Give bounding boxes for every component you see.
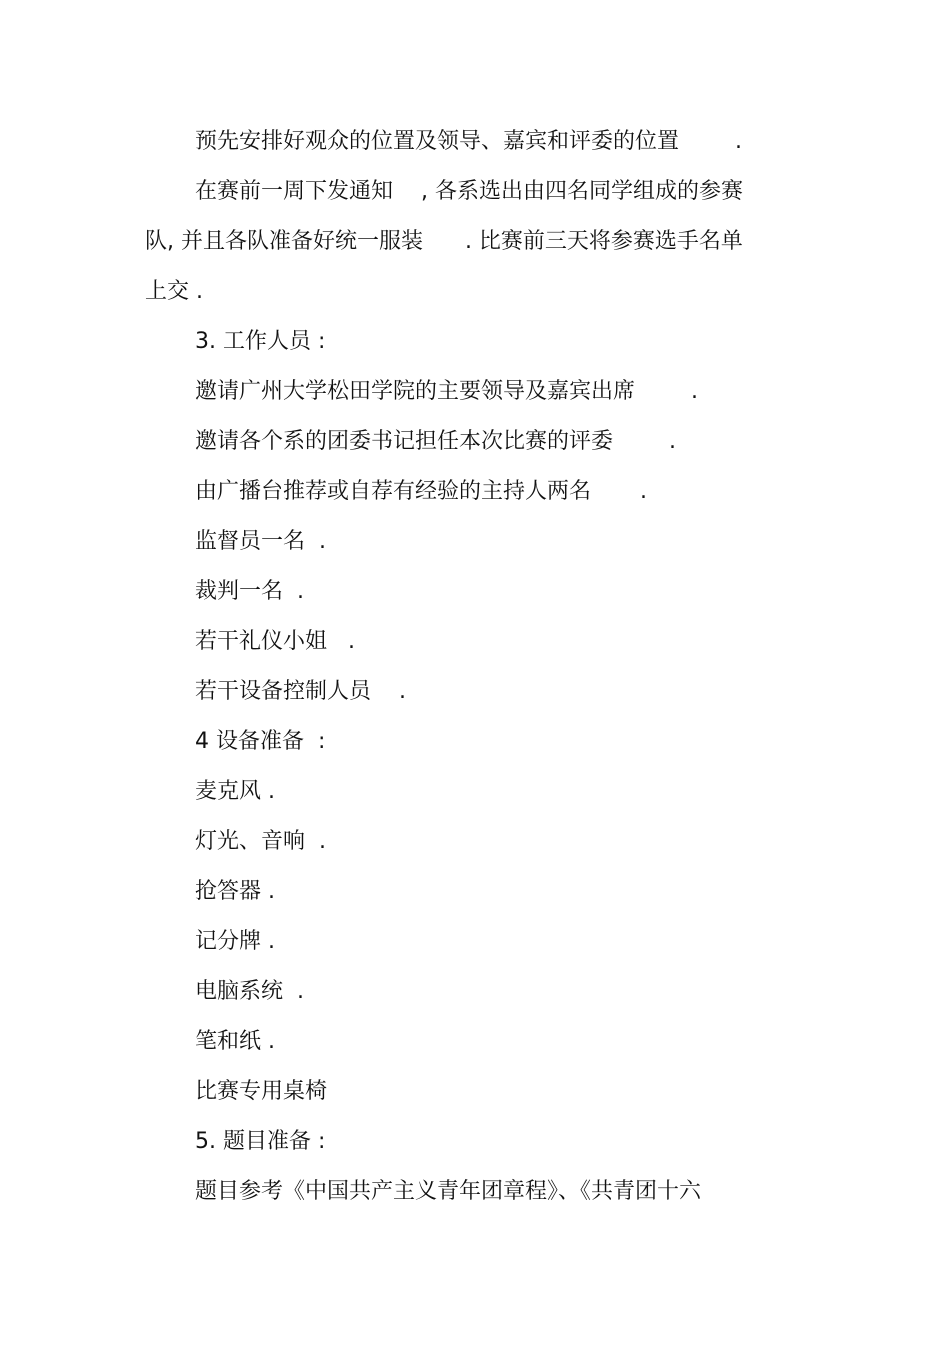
list-item: 监督员一名 . <box>195 529 326 554</box>
paragraph-notice-line-3: 上交 . <box>145 279 203 304</box>
list-item: 麦克风 . <box>195 779 275 804</box>
list-item: 笔和纸 . <box>195 1029 275 1054</box>
list-item: 记分牌 . <box>195 929 275 954</box>
paragraph-questions: 题目参考《中国共产主义青年团章程》、《共青团十六 <box>195 1179 702 1204</box>
list-item: 电脑系统 . <box>195 979 304 1004</box>
list-item: 由广播台推荐或自荐有经验的主持人两名 . <box>195 479 647 504</box>
list-item: 若干设备控制人员 . <box>195 679 406 704</box>
list-item: 邀请各个系的团委书记担任本次比赛的评委 . <box>195 429 676 454</box>
paragraph-notice-line-2: 队, 并且各队准备好统一服装 . 比赛前三天将参赛选手名单 <box>145 229 743 254</box>
section-heading-questions: 5. 题目准备 : <box>195 1129 326 1154</box>
paragraph-seating: 预先安排好观众的位置及领导、嘉宾和评委的位置 . <box>195 129 742 154</box>
section-heading-staff: 3. 工作人员 : <box>195 329 326 354</box>
list-item: 比赛专用桌椅 <box>195 1079 328 1104</box>
section-heading-equipment: 4 设备准备 : <box>195 729 326 754</box>
paragraph-notice-line-1: 在赛前一周下发通知 , 各系选出由四名同学组成的参赛 <box>195 179 743 204</box>
list-item: 若干礼仪小姐 . <box>195 629 355 654</box>
list-item: 邀请广州大学松田学院的主要领导及嘉宾出席 . <box>195 379 698 404</box>
list-item: 裁判一名 . <box>195 579 304 604</box>
list-item: 灯光、音响 . <box>195 829 326 854</box>
list-item: 抢答器 . <box>195 879 275 904</box>
